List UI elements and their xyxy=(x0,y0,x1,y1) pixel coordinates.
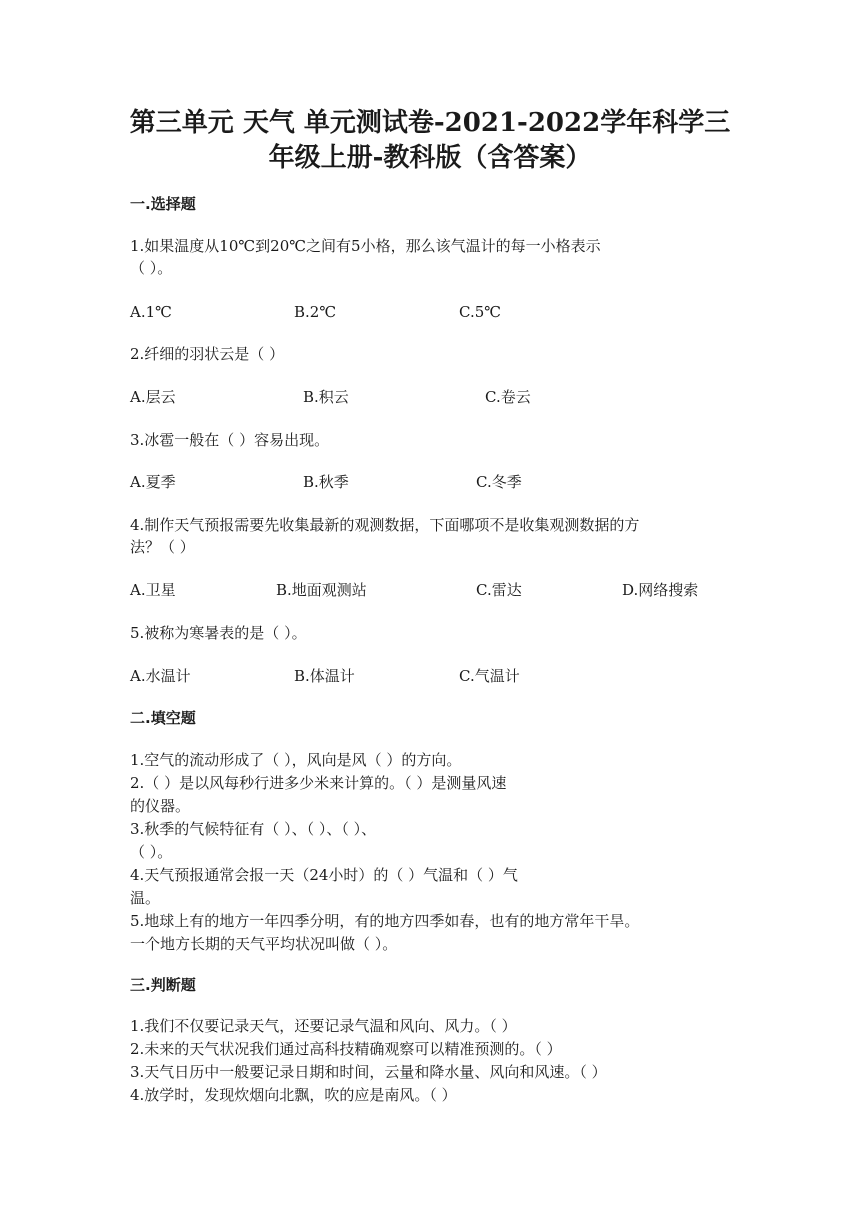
question-2-stem: 2.纤细的羽状云是（ ） xyxy=(130,345,285,363)
question-4-option-a: A.卫星 xyxy=(130,581,176,599)
fill-line-7: 温。 xyxy=(130,889,161,907)
fill-line-3: 的仪器。 xyxy=(130,797,191,815)
question-1-option-a: A.1℃ xyxy=(130,303,172,321)
question-1-option-b: B.2℃ xyxy=(294,303,337,321)
fill-line-6: 4.天气预报通常会报一天（24小时）的（ ）气温和（ ）气 xyxy=(130,866,518,884)
document-title-line-2: 年级上册-教科版（含答案） xyxy=(268,143,592,173)
question-3-option-b: B.秋季 xyxy=(303,473,349,491)
document-title-line-1: 第三单元 天气 单元测试卷-2021-2022学年科学三 xyxy=(129,108,731,138)
judge-line-2: 2.未来的天气状况我们通过高科技精确观察可以精准预测的。（ ） xyxy=(130,1040,562,1058)
section-heading-fill-blank: 二.填空题 xyxy=(130,709,196,727)
fill-line-5: （ ）。 xyxy=(130,843,173,861)
question-5-stem: 5.被称为寒暑表的是（ ）。 xyxy=(130,624,307,642)
question-4-option-d: D.网络搜索 xyxy=(622,581,699,599)
fill-line-1: 1.空气的流动形成了（ ），风向是风（ ）的方向。 xyxy=(130,751,462,769)
section-heading-choice: 一.选择题 xyxy=(130,195,196,213)
question-3-option-a: A.夏季 xyxy=(130,473,176,491)
fill-line-8: 5.地球上有的地方一年四季分明，有的地方四季如春，也有的地方常年干旱。 xyxy=(130,912,640,930)
judge-line-1: 1.我们不仅要记录天气，还要记录气温和风向、风力。（ ） xyxy=(130,1017,517,1035)
question-4-option-c: C.雷达 xyxy=(476,581,522,599)
section-heading-judge: 三.判断题 xyxy=(130,976,196,994)
question-5-option-b: B.体温计 xyxy=(294,667,355,685)
fill-line-4: 3.秋季的气候特征有（ ）、（ ）、（ ）、 xyxy=(130,820,377,838)
question-3-stem: 3.冰雹一般在（ ）容易出现。 xyxy=(130,431,330,449)
fill-line-9: 一个地方长期的天气平均状况叫做（ ）。 xyxy=(130,935,398,953)
question-1-stem-cont: （ ）。 xyxy=(130,259,173,277)
question-2-option-b: B.积云 xyxy=(303,388,349,406)
question-1-option-c: C.5℃ xyxy=(459,303,502,321)
judge-line-3: 3.天气日历中一般要记录日期和时间，云量和降水量、风向和风速。（ ） xyxy=(130,1063,607,1081)
question-3-option-c: C.冬季 xyxy=(476,473,522,491)
question-5-option-a: A.水温计 xyxy=(130,667,191,685)
question-4-stem-cont: 法？（ ） xyxy=(130,538,195,556)
question-1-stem: 1.如果温度从10℃到20℃之间有5小格，那么该气温计的每一小格表示 xyxy=(130,237,601,255)
question-2-option-c: C.卷云 xyxy=(485,388,531,406)
question-2-option-a: A.层云 xyxy=(130,388,176,406)
question-5-option-c: C.气温计 xyxy=(459,667,520,685)
question-4-option-b: B.地面观测站 xyxy=(276,581,367,599)
question-4-stem: 4.制作天气预报需要先收集最新的观测数据，下面哪项不是收集观测数据的方 xyxy=(130,516,640,534)
judge-line-4: 4.放学时，发现炊烟向北飘，吹的应是南风。（ ） xyxy=(130,1086,457,1104)
fill-line-2: 2.（ ）是以风每秒行进多少米来计算的。（ ）是测量风速 xyxy=(130,774,507,792)
